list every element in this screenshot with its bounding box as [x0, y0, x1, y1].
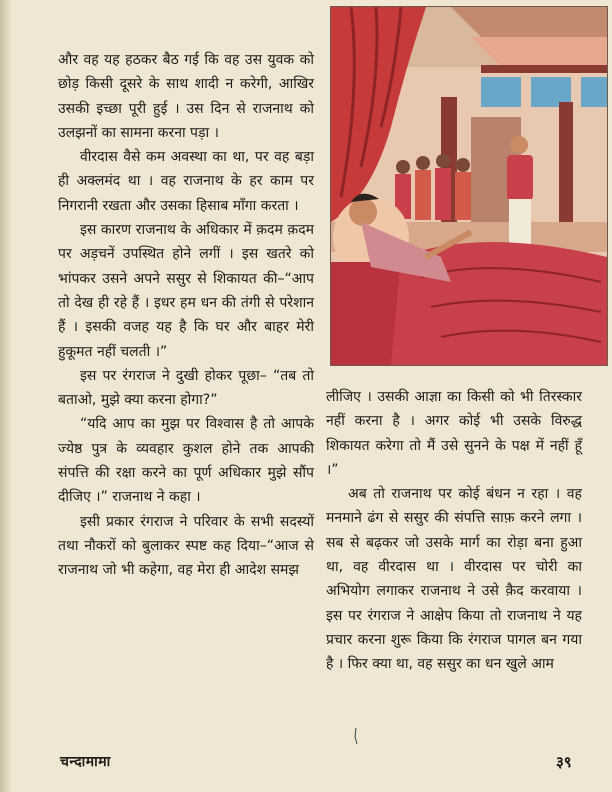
paragraph: अब तो राजनाथ पर कोई बंधन न रहा । वह मनमाने ढंग से ससुर की संपत्ति साफ़ करने लगा । सब से बढ़कर जो उसके मार्ग का रोड़ा बना हुआ था, वह वीरदास था । वीरदास पर चोरी का अभियोग लगाकर राजनाथ ने उसे क़ैद करवाया । इस पर रंगराज ने आक्षेप किया तो राजनाथ ने यह प्रचार करना शुरू किया कि रंगराज पागल बन गया है । फिर क्या था, वह ससुर का धन खुले आम	[326, 486, 582, 673]
paragraph: इसी प्रकार रंगराज ने परिवार के सभी सदस्यों तथा नौकरों को बुलाकर स्पष्ट कह दिया–“आज से राजनाथ जो भी कहेगा, वह मेरा ही आदेश समझ	[58, 513, 314, 579]
window-panel	[581, 77, 607, 107]
window-panel	[481, 77, 521, 107]
bedroom-scene-svg	[331, 7, 607, 365]
paragraph: इस कारण राजनाथ के अधिकार में क़दम क़दम पर अड़चनें उपस्थित होने लगीं । इस खतरे को भांपकर उसने अपने ससुर से शिकायत की–“आप तो देख ही रहे हैं । इधर हम धन की तंगी से परेशान हैं । इसकी वजह यह है कि घर और बाहर मेरी हुकूमत नहीं चलती ।”	[58, 222, 314, 360]
page-number: ३९	[556, 753, 572, 771]
paragraph: इस पर रंगराज ने दुखी होकर पूछा– “तब तो बताओ, मुझे क्या करना होगा?”	[58, 367, 314, 409]
paragraph: लीजिए । उसकी आज्ञा का किसी को भी तिरस्कार नहीं करना है । अगर कोई भी उसके विरुद्ध शिकायत करेगा तो मैं उसे सुनने के पक्ष में नहीं हूँ ।”	[326, 389, 582, 478]
right-text-column	[326, 385, 582, 677]
story-illustration	[330, 6, 608, 366]
pen-mark-icon	[352, 727, 360, 745]
page-edge-shadow	[0, 0, 12, 792]
pillar	[559, 102, 573, 227]
paragraph: वीरदास वैसे कम अवस्था का था, पर वह बड़ा ही अक्लमंद था । वह राजनाथ के हर काम पर निगरानी रखता और उसका हिसाब माँगा करता ।	[58, 149, 314, 214]
cornice	[481, 65, 607, 73]
paragraph: “यदि आप का मुझ पर विश्वास है तो आपके ज्येष्ठ पुत्र के व्यवहार कुशल होने तक आपकी संपत्ति की रक्षा करने का पूर्ण अधिकार मुझे सौंप दीजिए ।” राजनाथ ने कहा ।	[58, 416, 314, 506]
paragraph: और वह यह हठकर बैठ गई कि वह उस युवक को छोड़ किसी दूसरे के साथ शादी न करेगी, आखिर उसकी इच्छा पूरी हुई । उस दिन से राजनाथ को उलझनों का सामना करना पड़ा ।	[58, 52, 314, 141]
left-text-column	[58, 48, 314, 583]
magazine-title: चन्दामामा	[60, 754, 111, 770]
